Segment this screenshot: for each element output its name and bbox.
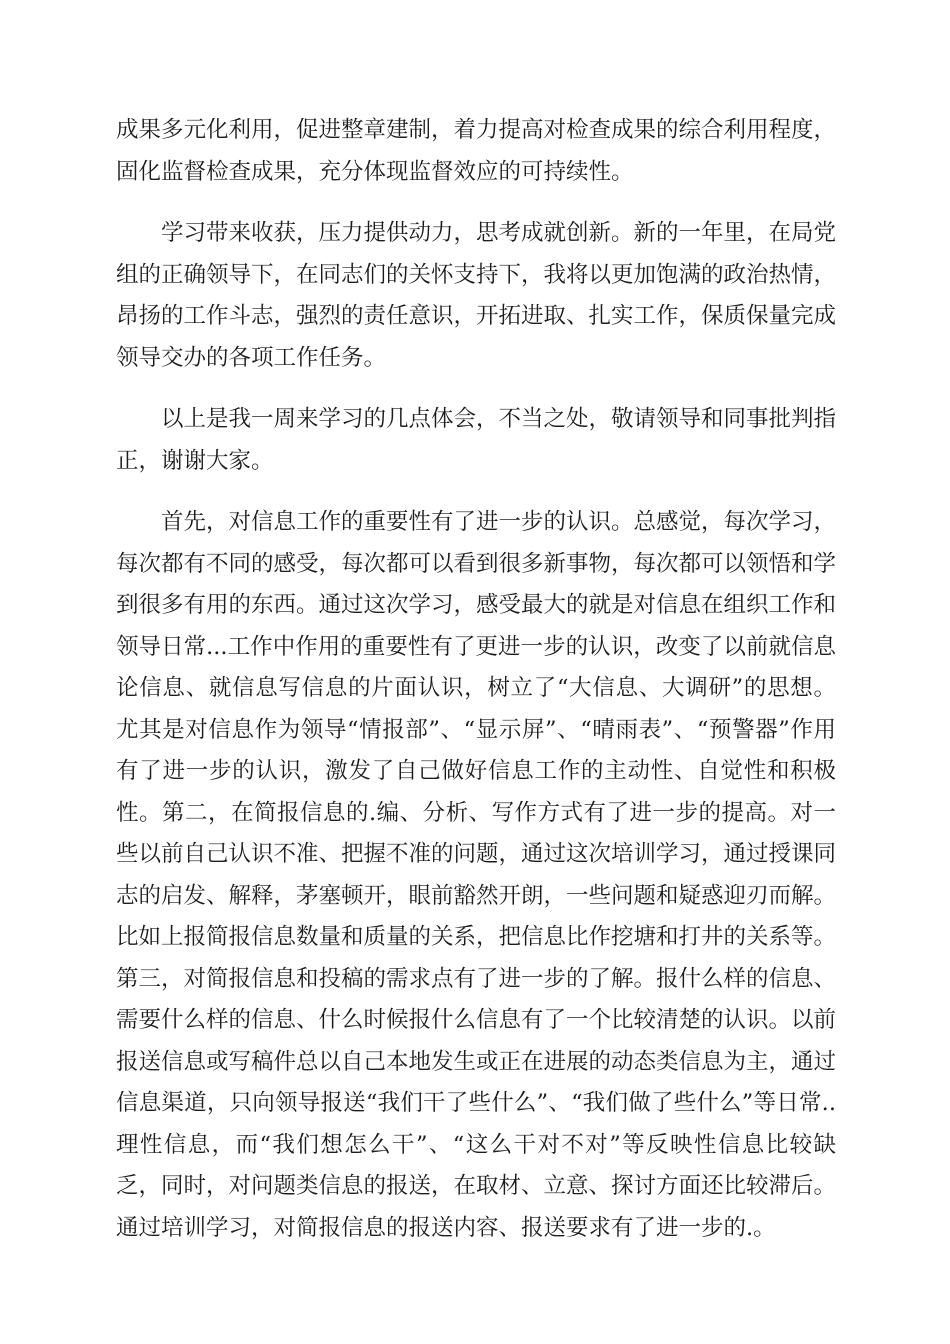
paragraph-continuation: 成果多元化利用，促进整章建制，着力提高对检查成果的综合利用程度，固化监督检查成果，充分体现监督效应的可持续性。 [116, 117, 837, 185]
paragraph-gap [116, 193, 836, 213]
paragraph-harvest: 学习带来收获，压力提供动力，思考成就创新。新的一年里，在局党组的正确领导下，在同志们的关怀支持下，我将以更加饱满的政治热情，昂扬的工作斗志，强烈的责任意识，开拓进取、扎实工作，保质保量完成领导交办的各项工作任务。 [116, 220, 837, 371]
paragraph-main: 首先，对信息工作的重要性有了进一步的认识。总感觉，每次学习，每次都有不同的感受，每次都可以看到很多新事物，每次都可以领悟和学到很多有用的东西。通过这次学习，感受最大的就是对信息在组织工作和领导日常...工作中作用的重要性有了更进一步的认识，改变了以前就信息论信息、就信息写信息的片面认识，树立了“大信息、大调研”的思想。尤其是对信息作为领导“情报部”、“显示屏”、“晴雨表”、“预警器”作用有了进一步的认识，激发了自己做好信息工作的主动性、自觉性和积极性。第二，在简报信息的.编、分析、写作方式有了进一步的提高。对一些以前自己认识不准、把握不准的问题，通过这次培训学习，通过授课同志的启发、解释，茅塞顿开，眼前豁然开朗，一些问题和疑惑迎刃而解。比如上报简报信息数量和质量的关系，把信息比作挖塘和打井的关系等。第三，对简报信息和投稿的需求点有了进一步的了解。报什么样的信息、需要什么样的信息、什么时候报什么信息有了一个比较清楚的认识。以前报送信息或写稿件总以自己本地发生或正在进展的动态类信息为主，通过信息渠道，只向领导报送“我们干了些什么”、“我们做了些什么”等日常..理性信息，而“我们想怎么干”、“这么干对不对”等反映性信息比较缺乏，同时，对问题类信息的报送，在取材、立意、探讨方面还比较滞后。通过培训学习，对简报信息的报送内容、报送要求有了进一步的.。 [116, 509, 837, 1241]
paragraph-gap [116, 482, 836, 502]
paragraph-closing: 以上是我一周来学习的几点体会，不当之处，敬请领导和同事批判指正，谢谢大家。 [116, 406, 837, 474]
document-body [116, 110, 836, 1249]
paragraph-gap [116, 379, 836, 399]
